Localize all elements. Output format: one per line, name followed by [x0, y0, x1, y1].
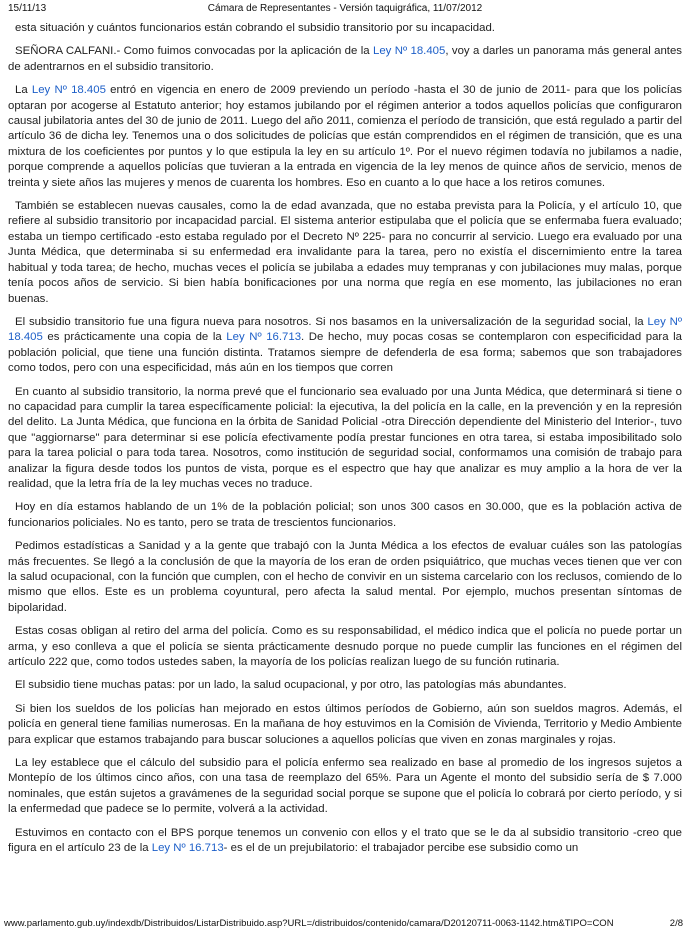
paragraph-text: . De hecho, muy pocas cosas se contemplaron con especificidad para la población policial, que tiene una función distinta. Tratamos siempre de defenderla de esa forma; sabemos que son trabajadores como todos, pero con una especificidad, más aún en los tiempos que corren	[8, 331, 682, 375]
paragraph-text: Pedimos estadísticas a Sanidad y a la gente que trabajó con la Junta Médica a los efectos de evaluar cuáles son las patologías más frecuentes. Se llegó a la conclusión de que la mayoría de los eran de orden psiquiátrico, que muchas veces tienen que ver con la salud ocupacional, con la función que cumplen, con el hecho de convivir en un sistema carcelario con los reclusos, comiendo de lo mismo que ellos. Este es un problema coyuntural, pero afecta la salud mental. Por ejemplo, muchos presentan síntomas de bipolaridad.	[8, 540, 682, 614]
paragraph-text: La ley establece que el cálculo del subsidio para el policía enfermo sea realizado en base al promedio de los ingresos sujetos a Montepío de los últimos cinco años, con una tasa de reemplazo del 65%. Para un Agente el monto del subsidio sería de $ 7.000 nominales, que están sujetos a gravámenes de la seguridad social porque se supone que el policía lo cobrará por cierto período, y si la enfermedad que padece se lo permite, volverá a la actividad.	[8, 757, 682, 816]
page-number: 2/8	[669, 918, 683, 929]
paragraph	[8, 315, 682, 377]
paragraph	[8, 385, 682, 493]
paragraph-text: La	[15, 84, 32, 97]
paragraph-text: Estuvimos en contacto con el BPS porque tenemos un convenio con ellos y el trato que se le da al subsidio transitorio -creo que figura en el artículo 23 de la	[8, 826, 682, 855]
law-link[interactable]: Ley Nº 18.405	[372, 45, 446, 58]
paragraph	[8, 199, 682, 307]
paragraph-text: entró en vigencia en enero de 2009 previendo un período -hasta el 30 de junio de 2011- para que los policías optaran por acogerse al Estatuto anterior; hoy estamos jubilando por el régimen anterior a todos aquellos policías que configuraron causal jubilatoria antes del 30 de junio de 2011. Luego del año 2011, comienza el período de transición, que está regulado a partir del artículo 36 de dicha ley. Tenemos una o dos solicitudes de policías que están comprendidos en el régimen de transición, que es una mixtura de los coeficientes por puntos y lo que estipula la ley en su artículo 1º. Por el nuevo régimen todavía no jubilamos a nadie, porque comprende a aquellos policías que tuvieran a la entrada en vigencia de la ley menos de quince años de servicio, menos de treinta y siete años las mujeres y menos de cuarenta los hombres. Eso en cuanto a lo que hace a los retiros comunes.	[8, 84, 682, 189]
law-link[interactable]: Ley Nº 18.405	[8, 315, 682, 344]
paragraph-text: SEÑORA CALFANI.- Como fuimos convocadas por la aplicación de la	[15, 45, 373, 58]
law-link[interactable]: Ley Nº 16.713	[151, 842, 224, 855]
paragraph-text: El subsidio tiene muchas patas: por un lado, la salud ocupacional, y por otro, las patologías más abundantes.	[15, 679, 567, 692]
paragraph-text: El subsidio transitorio fue una figura nueva para nosotros. Si nos basamos en la universalización de la seguridad social, la	[15, 315, 648, 328]
paragraph	[8, 83, 682, 191]
law-link[interactable]: Ley Nº 18.405	[31, 84, 106, 97]
law-link[interactable]: Ley Nº 16.713	[226, 331, 302, 344]
paragraph-text: Hoy en día estamos hablando de un 1% de la población policial; son unos 300 casos en 30.000, que es la población activa de funcionarios policiales. No es tanto, pero se trata de trescientos funcionarios.	[8, 501, 682, 529]
paragraph-text: es prácticamente una copia de la	[42, 331, 227, 344]
print-date: 15/11/13	[8, 3, 47, 14]
paragraph	[8, 21, 682, 36]
paragraph-text: , voy a darles un panorama más general antes de adentrarnos en el subsidio transitorio.	[8, 45, 682, 73]
paragraph	[8, 826, 682, 857]
paragraph	[8, 702, 682, 748]
paragraph	[8, 624, 682, 670]
document-body	[8, 21, 682, 865]
source-url: www.parlamento.gub.uy/indexdb/Distribuidos/ListarDistribuido.asp?URL=/distribuidos/contenido/camara/D20120711-0063-1142.htm&TIPO=CON	[4, 918, 614, 929]
paragraph	[8, 756, 682, 818]
paragraph-text: Estas cosas obligan al retiro del arma del policía. Como es su responsabilidad, el médico indica que el policía no puede portar un arma, y eso conlleva a que el policía se sienta prácticamente desnudo porque no puede cumplir las funciones en el régimen del artículo 222 que, como todos ustedes saben, la mayoría de los policías realizan luego de su función rutinaria.	[8, 625, 682, 669]
paragraph	[8, 678, 682, 693]
paragraph	[8, 539, 682, 616]
paragraph	[8, 500, 682, 531]
paragraph-text: También se establecen nuevas causales, como la de edad avanzada, que no estaba prevista para la Policía, y el artículo 10, que refiere al subsidio transitorio por incapacidad parcial. El sistema anterior estipulaba que el policía que se enfermaba fuera evaluado; estaba un tiempo certificado -esto estaba regulado por el Decreto Nº 225- para no concurrir al servicio. Luego era evaluado por una Junta Médica, que determinaba si su enfermedad era invalidante para la tarea, pero no existía el discernimiento entre la tarea habitual y toda tarea; de hecho, muchas veces el policía se jubilaba a edades muy tempranas y con jubilaciones muy malas, porque tenía pocos años de servicio. Si bien había bonificaciones por una norma que regía en ese momento, las jubilaciones no eran buenas.	[8, 200, 682, 305]
print-header	[0, 3, 690, 15]
paragraph-text: En cuanto al subsidio transitorio, la norma prevé que el funcionario sea evaluado por una Junta Médica, que determinará si tiene o no capacidad para cumplir la tarea específicamente policial: la ejecutiva, la del policía en la calle, en la prevención y en la represión del delito. La Junta Médica, que funciona en la órbita de Sanidad Policial -otra Dirección dependiente del Ministerio del Interior-, tuvo que "aggiornarse" para determinar si ese policía efectivamente podía prestar funciones en otra tarea, si estaba imposibilitado solo para la tarea policial o para toda tarea. Nosotros, como institución de seguridad social, conformamos una comisión de trabajo para analizar la figura desde todos los puntos de vista, porque es el espectro que hay que analizar es muy amplio a la hora de ver la realidad, que la letra fría de la ley muchas veces no traduce.	[8, 385, 682, 490]
print-footer	[4, 918, 683, 929]
paragraph	[8, 44, 682, 75]
paragraph-text: - es el de un prejubilatorio: el trabajador percibe ese subsidio como un	[223, 842, 579, 855]
paragraph-text: esta situación y cuántos funcionarios están cobrando el subsidio transitorio por su incapacidad.	[15, 22, 495, 34]
document-title: Cámara de Representantes - Versión taquigráfica, 11/07/2012	[207, 3, 483, 14]
paragraph-text: Si bien los sueldos de los policías han mejorado en estos últimos períodos de Gobierno, aún son sueldos magros. Además, el policía en general tiene familias numerosas. En la mañana de hoy estuvimos en la Comisión de Vivienda, Territorio y Medio Ambiente para explicar que estamos trabajando para buscar soluciones a aquellos policías que viven en zonas marginales y rojas.	[8, 702, 682, 746]
